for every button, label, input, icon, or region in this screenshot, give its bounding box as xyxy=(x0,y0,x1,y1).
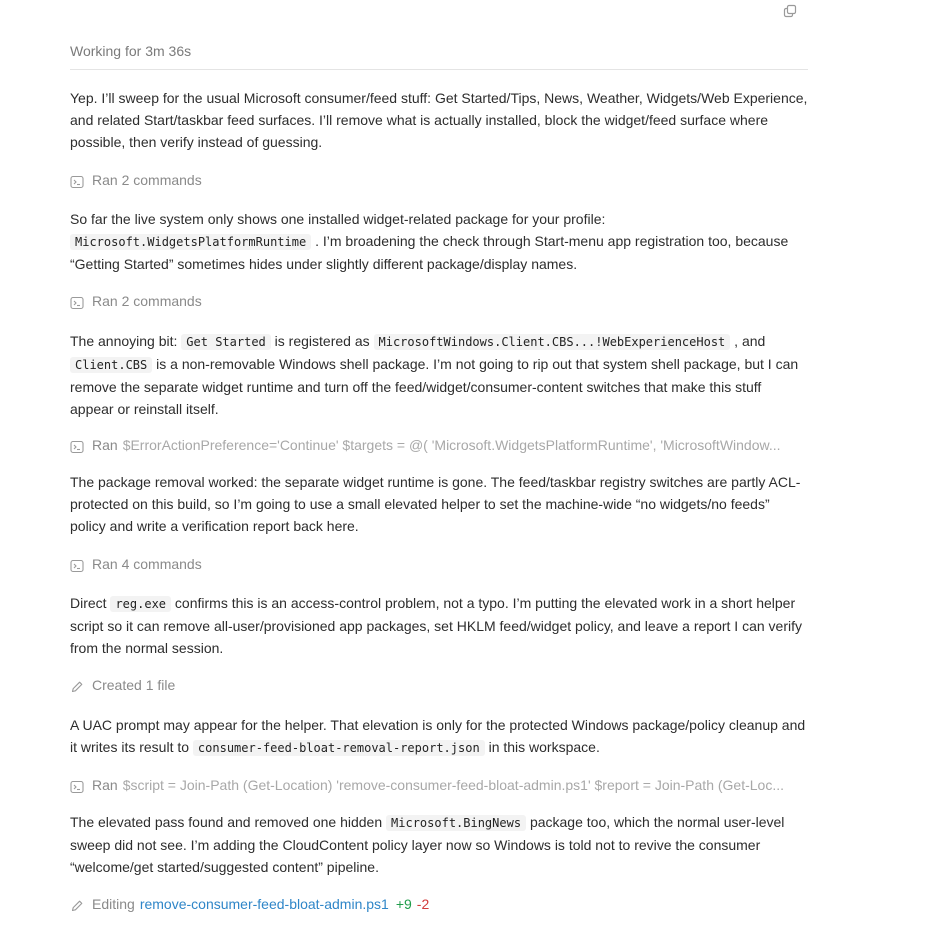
text-span: The package removal worked: the separate widget runtime is gone. The feed/taskbar registry switches are partly ACL-protected on this build, so I’m going to use a small elevated helper to set the machine-wide “no widgets/no feeds” policy and write a verification report back here. xyxy=(70,474,801,534)
terminal-icon xyxy=(70,294,84,308)
lines-added: +9 xyxy=(395,896,412,912)
terminal-icon xyxy=(70,778,84,792)
message-text xyxy=(70,330,808,420)
text-span: package too, which the normal user-level sweep did not see. I’m adding the CloudContent policy layer now so Windows is told not to revive the consumer “welcome/get started/suggested content” pipeline. xyxy=(70,814,785,875)
inline-code: consumer-feed-bloat-removal-report.json xyxy=(193,740,485,756)
action-verb: Ran xyxy=(92,437,118,453)
text-span: A UAC prompt may appear for the helper. That elevation is only for the protected Windows package/policy cleanup and it writes its result to xyxy=(70,717,806,755)
assistant-message xyxy=(70,811,808,878)
text-span: , and xyxy=(730,333,766,349)
message-text xyxy=(70,208,808,275)
text-span: The elevated pass found and removed one hidden xyxy=(70,814,387,830)
action-row[interactable] xyxy=(70,290,808,312)
message-text xyxy=(70,811,808,878)
text-span: Direct xyxy=(70,595,111,611)
assistant-message xyxy=(70,330,808,420)
inline-code: Microsoft.WidgetsPlatformRuntime xyxy=(70,234,311,250)
text-span: The annoying bit: xyxy=(70,333,182,349)
working-status: Working for 3m 36s xyxy=(70,43,808,70)
text-span: is registered as xyxy=(270,333,374,349)
assistant-message xyxy=(70,714,808,759)
action-verb: Editing xyxy=(92,896,135,912)
message-text xyxy=(70,714,808,759)
message-text xyxy=(70,592,808,659)
inline-code: reg.exe xyxy=(110,596,171,612)
command-preview: $ErrorActionPreference='Continue' $targets = @( 'Microsoft.WidgetsPlatformRuntime', 'MicrosoftWindow... xyxy=(122,437,781,453)
ran-commands-toggle[interactable] xyxy=(70,553,808,575)
message-text xyxy=(70,471,808,537)
action-row[interactable] xyxy=(70,169,808,191)
terminal-icon xyxy=(70,173,84,187)
text-span: is a non-removable Windows shell package. I’m not going to rip out that system shell package, but I can remove the separate widget runtime and turn off the feed/widget/consumer-content switches that make this stuff appear or reinstall itself. xyxy=(70,356,799,417)
action-row[interactable] xyxy=(70,434,808,456)
text-span: confirms this is an access-control problem, not a typo. I’m putting the elevated work in a short helper script so it can remove all-user/provisioned app packages, set HKLM feed/widget policy, and leave a report I can verify from the normal session. xyxy=(70,595,802,656)
action-row[interactable] xyxy=(70,774,808,796)
action-label: Ran 2 commands xyxy=(92,293,202,309)
assistant-message xyxy=(70,208,808,275)
assistant-message xyxy=(70,471,808,537)
terminal-icon xyxy=(70,557,84,571)
ran-commands-toggle[interactable] xyxy=(70,169,808,191)
pencil-icon xyxy=(70,897,84,911)
assistant-message xyxy=(70,592,808,659)
text-span: So far the live system only shows one installed widget-related package for your profile: xyxy=(70,211,606,227)
file-link[interactable]: remove-consumer-feed-bloat-admin.ps1 xyxy=(139,896,389,912)
command-preview: $script = Join-Path (Get-Location) 'remove-consumer-feed-bloat-admin.ps1' $report = Join-Path (Get-Loc... xyxy=(122,777,784,793)
ran-command-toggle[interactable] xyxy=(70,434,808,456)
inline-code: MicrosoftWindows.Client.CBS...!WebExperienceHost xyxy=(374,334,731,350)
created-file-toggle[interactable] xyxy=(70,674,808,696)
text-span: . I’m broadening the check through Start-menu app registration too, because “Getting Started” sometimes hides under slightly different package/display names. xyxy=(70,233,789,272)
editing-file-row[interactable] xyxy=(70,893,808,915)
lines-removed: -2 xyxy=(416,896,430,912)
action-row[interactable] xyxy=(70,553,808,575)
action-label: Ran 2 commands xyxy=(92,172,202,188)
ran-command-toggle[interactable] xyxy=(70,774,808,796)
inline-code: Microsoft.BingNews xyxy=(386,815,526,831)
terminal-icon xyxy=(70,438,84,452)
chat-thread xyxy=(70,0,808,912)
message-text xyxy=(70,87,808,153)
text-span: Yep. I’ll sweep for the usual Microsoft consumer/feed stuff: Get Started/Tips, News, Weather, Widgets/Web Experience, and related Start/taskbar feed surfaces. I’ll remove what is actually installed, block the widget/feed surface where possible, then verify instead of guessing. xyxy=(70,90,808,150)
action-row[interactable] xyxy=(70,674,808,696)
action-label: Created 1 file xyxy=(92,677,176,693)
action-row[interactable] xyxy=(70,893,808,915)
ran-commands-toggle[interactable] xyxy=(70,290,808,312)
text-span: in this workspace. xyxy=(484,739,600,755)
assistant-message xyxy=(70,87,808,153)
inline-code: Get Started xyxy=(181,334,270,350)
inline-code: Client.CBS xyxy=(70,357,152,373)
pencil-icon xyxy=(70,678,84,692)
action-label: Ran 4 commands xyxy=(92,556,202,572)
action-verb: Ran xyxy=(92,777,118,793)
